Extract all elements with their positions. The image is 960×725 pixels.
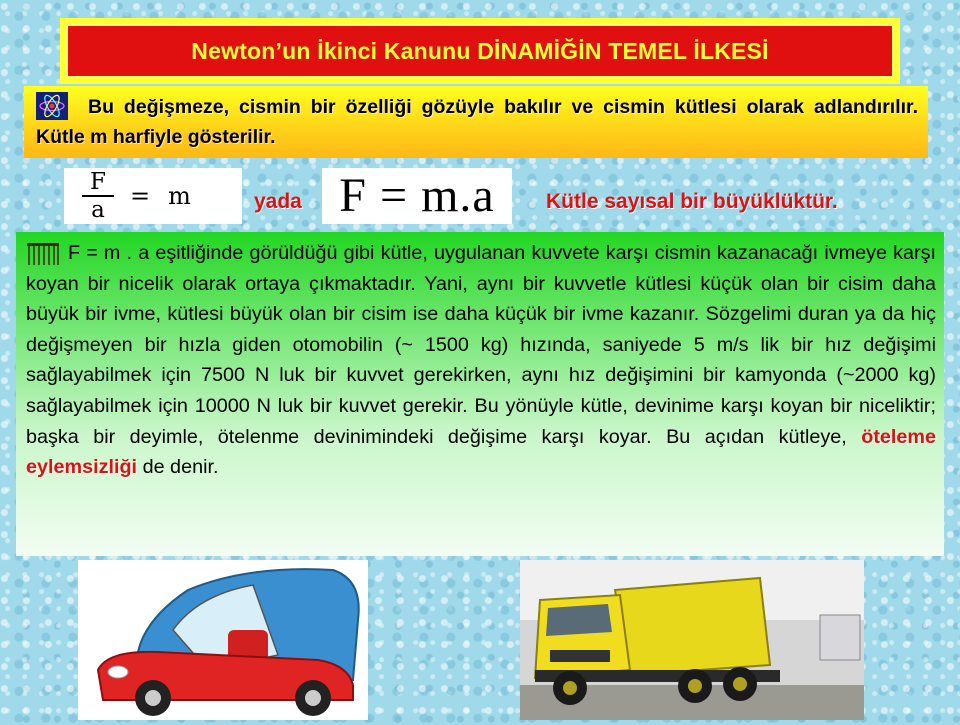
intro-box: [24, 86, 928, 158]
small-car-image: [78, 560, 368, 720]
main-text-box: [16, 232, 944, 556]
fraction: [82, 171, 114, 221]
fraction-denominator: a: [91, 197, 105, 223]
yellow-truck-image: [520, 560, 864, 720]
equals-sign: =: [130, 182, 151, 210]
main-paragraph: [26, 238, 936, 483]
title-banner: [60, 18, 900, 84]
main-text: F = m . a eşitliğinde görüldüğü gibi kütle, uygulanan kuvvete karşı cismin kazanacağı ivmeye karşı koyan bir nicelik olarak ortaya çıkmaktadır. Yani, aynı bir kuvvetle kütlesi küçük olan bir cisim daha büyük bir ivme, kütlesi büyük olan bir cisim ise daha küçük bir ivme kazanır. Sözgelimi duran ya da hiç değişmeyen bir hızla giden otomobilin (~ 1500 kg) hızında, saniyede 5 m/s lik bir hız değişimi sağlayabilmek için 7500 N luk bir kuvvet gerekirken, aynı hız değişimini bir kamyonda (~2000 kg) sağlayabilmek için 10000 N luk bir kuvvet gerekir. Bu yönüyle kütle, devinime karşı koyan bir niceliktir; başka bir deyimle, ötelenme devinimindeki değişime karşı koyar. Bu açıdan kütleye,: [26, 242, 936, 448]
scalar-note: Kütle sayısal bir büyüklüktür.: [546, 190, 838, 213]
formula-result: m: [168, 182, 191, 210]
atom-icon: [36, 92, 68, 120]
formula-fma: F = m.a: [322, 168, 512, 224]
highlight-term: öteleme eylemsizliği: [26, 425, 937, 479]
connector-text: yada: [254, 190, 302, 213]
main-text-end: de denir.: [142, 456, 219, 479]
page-title: Newton’un İkinci Kanunu DİNAMİĞİN TEMEL İLKESİ: [191, 37, 769, 64]
fraction-numerator: F: [90, 169, 106, 195]
intro-text: Bu değişmeze, cismin bir özelliği gözüyle bakılır ve cismin kütlesi olarak adlandırılır. Kütle m harfiyle gösterilir.: [36, 96, 918, 148]
comb-icon: [26, 241, 60, 267]
formula-fraction: [64, 168, 242, 224]
title-inner: [66, 24, 894, 78]
